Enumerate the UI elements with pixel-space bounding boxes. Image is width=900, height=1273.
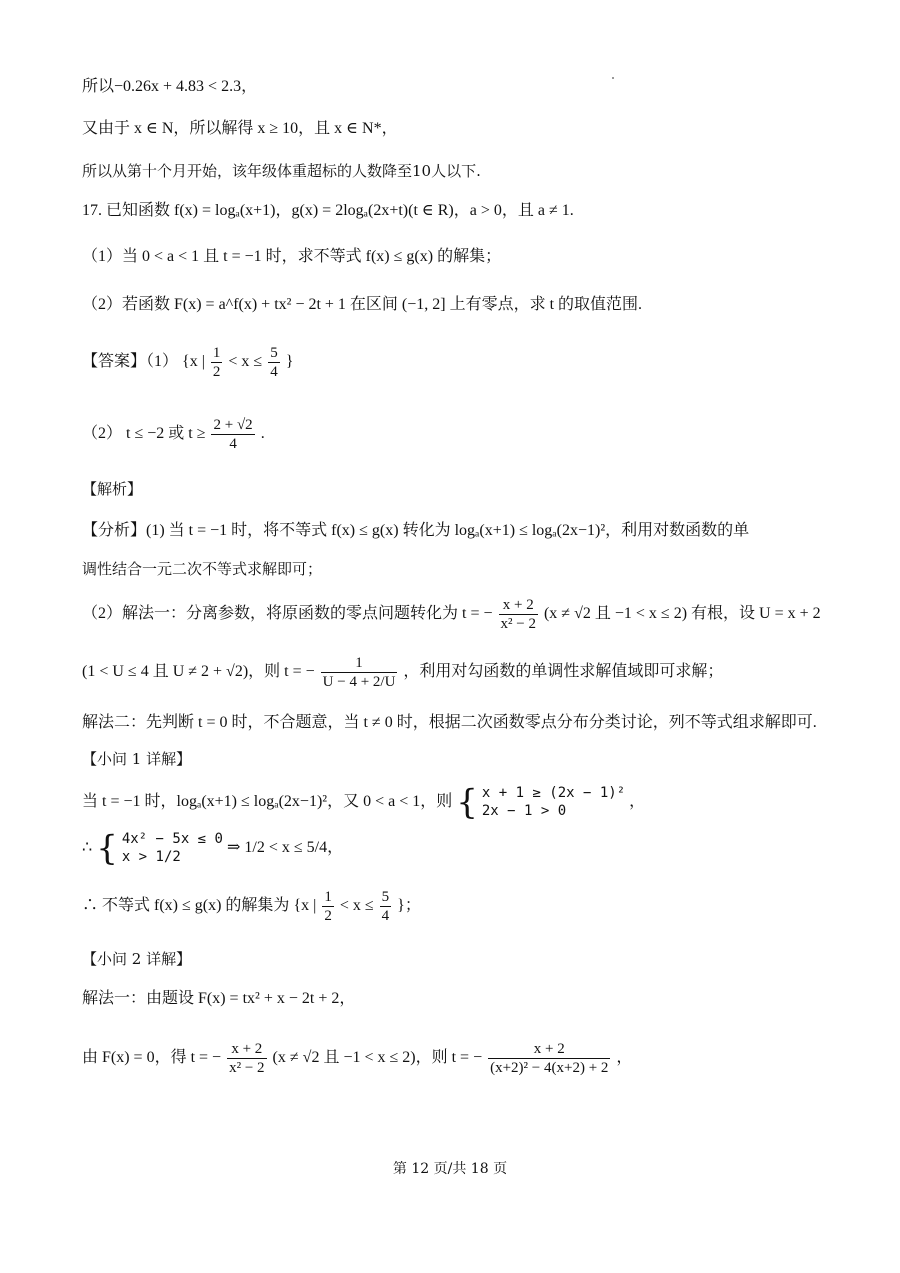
analysis-line: 解法二：先判断 t = 0 时，不合题意，当 t ≠ 0 时，根据二次函数零点分布分类讨论，列不等式组求解即可. (82, 714, 817, 731)
text: ， (629, 793, 646, 810)
fraction: $\frac{x + 2}{\text{x² − 2}}$ (500, 596, 536, 632)
page-footer: 第 12 页/共 18 页 (392, 1161, 508, 1177)
text-line: 所以−0.26x + 4.83 < 2.3， (82, 78, 258, 95)
solution-line (82, 782, 860, 822)
subquestion-title: 【小问 1 详解】 (82, 750, 192, 768)
text: 由 F(x) = 0，得 t = − (82, 1049, 222, 1066)
fraction: $\frac{2 + √2}{4}$ (213, 416, 253, 452)
solution-line (82, 828, 860, 868)
fraction: $\frac{1}{2}$ (324, 888, 332, 924)
text: （2）解法一：分离参数，将原函数的零点问题转化为 t = − (82, 605, 493, 622)
set-open: {x | (293, 897, 317, 914)
text-line: 又由于 x ∈ N，所以解得 x ≥ 10，且 x ∈ N*， (82, 120, 398, 137)
analysis-line: 调性结合一元二次不等式求解即可； (82, 560, 323, 578)
fraction: $\frac{5}{4}$ (270, 344, 278, 380)
inequality-system: x + 1 ≥ (2x − 1)² 2x − 1 > 0 (481, 785, 626, 820)
fraction: $\frac{x + 2}{\text{(x+2)² − 4(x+2) + 2}}$ (490, 1040, 609, 1076)
set-close: }； (397, 897, 421, 914)
text-line: 所以从第十个月开始，该年级体重超标的人数降至10人以下. (82, 162, 481, 180)
question-17-part-2: （2）若函数 F(x) = a^f(x) + tx² − 2t + 1 在区间 (−1, 2] 上有零点，求 t 的取值范围. (82, 296, 643, 313)
answer-text: （2） t ≤ −2 或 t ≥ (82, 425, 206, 442)
fraction: $\frac{x + 2}{\text{x² − 2}}$ (229, 1040, 265, 1076)
solution-line (82, 1036, 860, 1080)
answer-label: 【答案】（1） (82, 353, 179, 370)
text: (x ≠ √2 且 −1 < x ≤ 2) 有根，设 U = x + 2 (543, 605, 821, 622)
section-label: 【解析】 (82, 480, 143, 498)
text: (x ≠ √2 且 −1 < x ≤ 2)，则 t = − (272, 1049, 483, 1066)
text: ∴ 不等式 f(x) ≤ g(x) 的解集为 (82, 897, 290, 914)
analysis-line: 【分析】(1) 当 t = −1 时，将不等式 f(x) ≤ g(x) 转化为 logₐ(x+1) ≤ logₐ(2x−1)²，利用对数函数的单 (82, 522, 750, 539)
text: ， (616, 1049, 633, 1066)
therefore-symbol: ∴ (82, 839, 93, 856)
left-brace: { (96, 828, 118, 869)
inequality: < x ≤ (228, 353, 263, 370)
question-17: 17. 已知函数 f(x) = logₐ(x+1)，g(x) = 2logₐ(2x+t)(t ∈ R)，a > 0，且 a ≠ 1. (82, 202, 574, 219)
solution-line: 解法一：由题设 F(x) = tx² + x − 2t + 2， (82, 990, 356, 1007)
text: ⇒ 1/2 < x ≤ 5/4， (226, 839, 344, 856)
text: 当 t = −1 时，logₐ(x+1) ≤ logₐ(2x−1)²，又 0 < a < 1，则 (82, 793, 453, 810)
set-close: } (285, 353, 294, 370)
fraction: $\frac{5}{4}$ (381, 888, 390, 924)
set-open: {x | (182, 353, 205, 370)
text: (1 < U ≤ 4 且 U ≠ 2 + √2)，则 t = − (82, 663, 315, 680)
analysis-line (82, 594, 860, 634)
inequality: < x ≤ (339, 897, 374, 914)
fraction: $\frac{1}{2}$ (212, 344, 221, 380)
solution-line (82, 886, 860, 926)
inequality-system: 4x² − 5x ≤ 0 x > 1/2 (121, 831, 223, 866)
subquestion-title: 【小问 2 详解】 (82, 950, 192, 968)
answer-1 (82, 342, 860, 382)
question-17-part-1: （1）当 0 < a < 1 且 t = −1 时，求不等式 f(x) ≤ g(x) 的解集； (82, 248, 502, 265)
text: ，利用对勾函数的单调性求解值域即可求解； (403, 663, 724, 680)
left-brace: { (456, 782, 478, 823)
analysis-line (82, 650, 860, 694)
period: . (260, 425, 265, 442)
fraction: $\frac{1}{U - 4 + 2/U}$ (322, 654, 396, 690)
answer-2 (82, 414, 860, 454)
